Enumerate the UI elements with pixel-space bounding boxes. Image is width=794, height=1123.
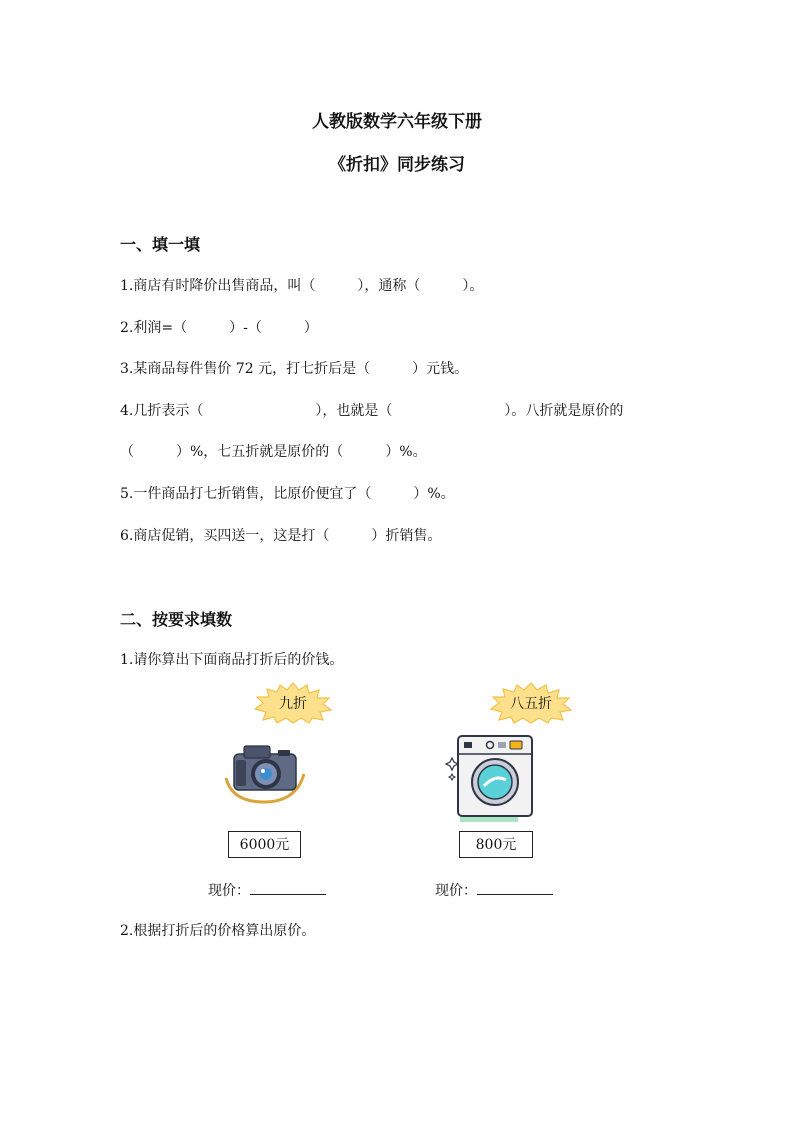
washing-machine-icon (444, 734, 536, 824)
question-1-4-continued: （ ）%，七五折就是原价的（ ）%。 (120, 444, 427, 460)
question-1-1: 1.商店有时降价出售商品，叫（ ），通称（ ）。 (120, 278, 484, 294)
price-box-2: 800元 (459, 831, 533, 858)
answer-line-2[interactable] (477, 880, 553, 895)
current-price-2: 现价： (435, 880, 553, 900)
camera-icon (220, 740, 308, 808)
discount-label-1: 九折 (279, 696, 307, 712)
question-1-5: 5.一件商品打七折销售，比原价便宜了（ ）%。 (120, 486, 455, 502)
page-title: 人教版数学六年级下册 (312, 112, 482, 132)
question-2-2: 2.根据打折后的价格算出原价。 (120, 923, 316, 939)
answer-line-1[interactable] (250, 880, 326, 895)
discount-label-2: 八五折 (510, 696, 552, 712)
current-price-1: 现价： (208, 880, 326, 900)
section-1-heading: 一、填一填 (120, 235, 201, 254)
discount-burst-2 (490, 682, 572, 724)
question-1-2: 2.利润=（ ）-（ ） (120, 320, 318, 336)
price-box-1: 6000元 (228, 831, 301, 858)
question-1-4: 4.几折表示（ ），也就是（ ）。八折就是原价的 (120, 403, 624, 419)
question-2-1: 1.请你算出下面商品打折后的价钱。 (120, 652, 344, 668)
question-1-6: 6.商店促销，买四送一，这是打（ ）折销售。 (120, 528, 442, 544)
question-1-3: 3.某商品每件售价 72 元，打七折后是（ ）元钱。 (120, 361, 469, 377)
page-subtitle: 《折扣》同步练习 (329, 155, 465, 175)
discount-burst-1 (254, 682, 332, 724)
section-2-heading: 二、按要求填数 (120, 610, 233, 629)
